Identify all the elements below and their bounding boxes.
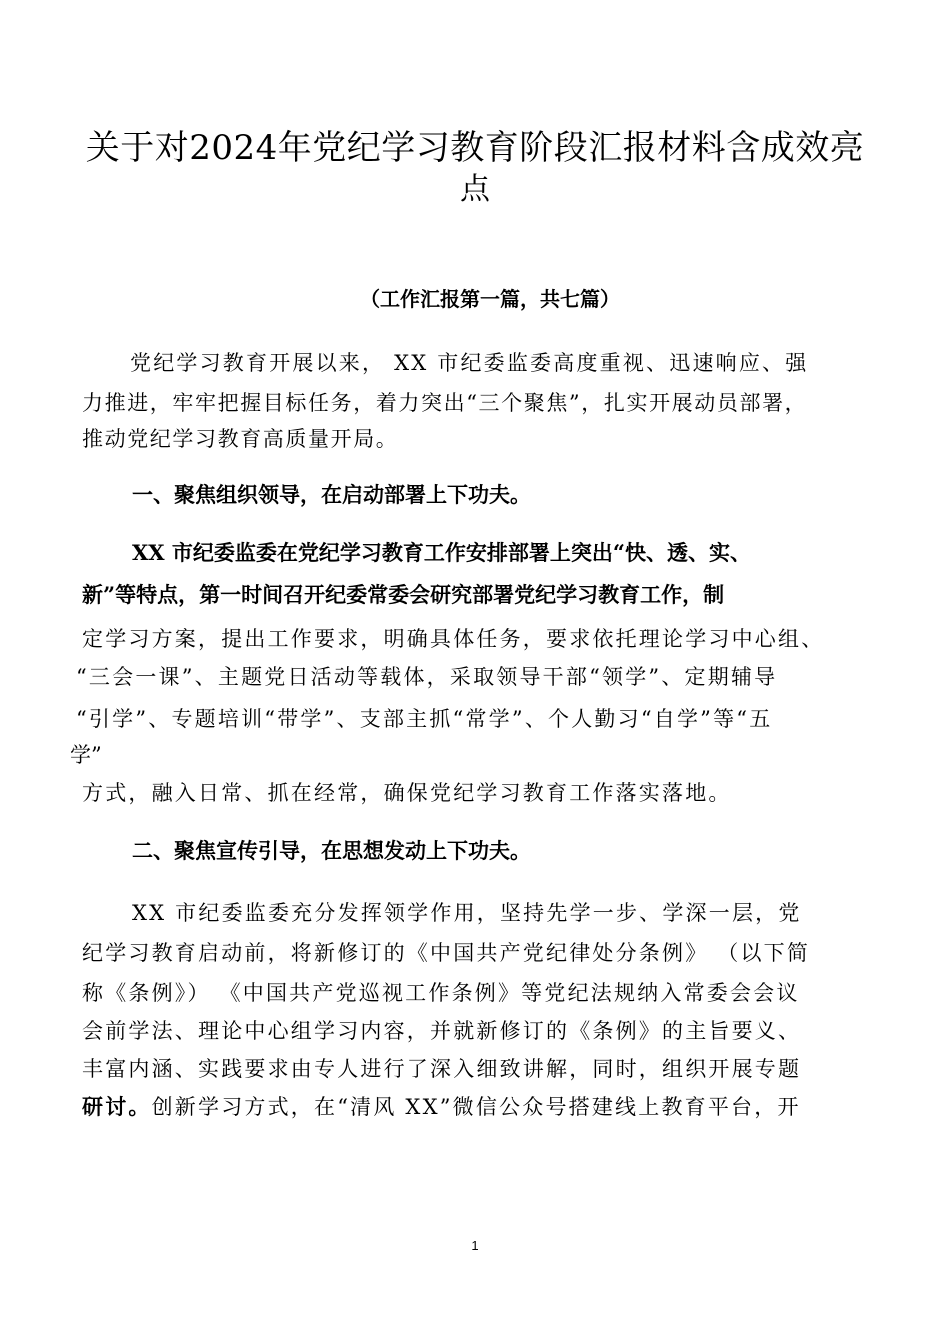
section-1-line-3: 定学习方案，提出工作要求，明确具体任务，要求依托理论学习中心组、 (82, 627, 825, 651)
document-title-line-2: 点 (460, 172, 490, 207)
section-2-heading: 二、聚焦宣传引导，在思想发动上下功夫。 (132, 839, 531, 863)
section-2-line-3: 称《条例》） 《中国共产党巡视工作条例》等党纪法规纳入常委会会议 (82, 981, 800, 1005)
section-1-line-2: 新”等特点，第一时间召开纪委常委会研究部署党纪学习教育工作，制 (82, 582, 725, 607)
section-1-line-6: 学” (70, 743, 102, 767)
page-number: 1 (471, 1238, 479, 1253)
section-2-line-6-rest: 创新学习方式，在“清风 XX”微信公众号搭建线上教育平台，开 (151, 1095, 801, 1119)
section-1-line-7: 方式，融入日常、抓在经常，确保党纪学习教育工作落实落地。 (82, 781, 732, 805)
section-1-line-1: XX 市纪委监委在党纪学习教育工作安排部署上突出“快、透、实、 (132, 540, 751, 565)
intro-line-3: 推动党纪学习教育高质量开局。 (82, 427, 399, 451)
section-2-line-2: 纪学习教育启动前，将新修订的《中国共产党纪律处分条例》 （以下简 (82, 941, 811, 965)
section-2-line-4: 会前学法、理论中心组学习内容，并就新修订的《条例》的主旨要义、 (82, 1019, 802, 1043)
section-1-heading: 一、聚焦组织领导，在启动部署上下功夫。 (132, 483, 531, 507)
section-2-line-1: XX 市纪委监委充分发挥领学作用，坚持先学一步、学深一层，党 (132, 901, 802, 925)
section-2-line-6-bold: 研讨。 (82, 1094, 152, 1119)
section-1-line-5: “引学”、专题培训“带学”、支部主抓“常学”、个人勤习“自学”等“五 (76, 707, 773, 731)
document-subtitle: （工作汇报第一篇，共七篇） (360, 287, 620, 311)
document-title-line-1: 关于对2024年党纪学习教育阶段汇报材料含成效亮 (85, 128, 865, 168)
section-2-line-5: 丰富内涵、实践要求由专人进行了深入细致讲解，同时，组织开展专题 (82, 1057, 802, 1081)
intro-line-1: 党纪学习教育开展以来， XX 市纪委监委高度重视、迅速响应、强 (130, 351, 809, 375)
intro-line-2: 力推进，牢牢把握目标任务，着力突出“三个聚焦”，扎实开展动员部署， (82, 391, 808, 415)
section-1-line-4: “三会一课”、主题党日活动等载体，采取领导干部“领学”、定期辅导 (76, 665, 778, 689)
section-2-line-6 (82, 1092, 801, 1122)
